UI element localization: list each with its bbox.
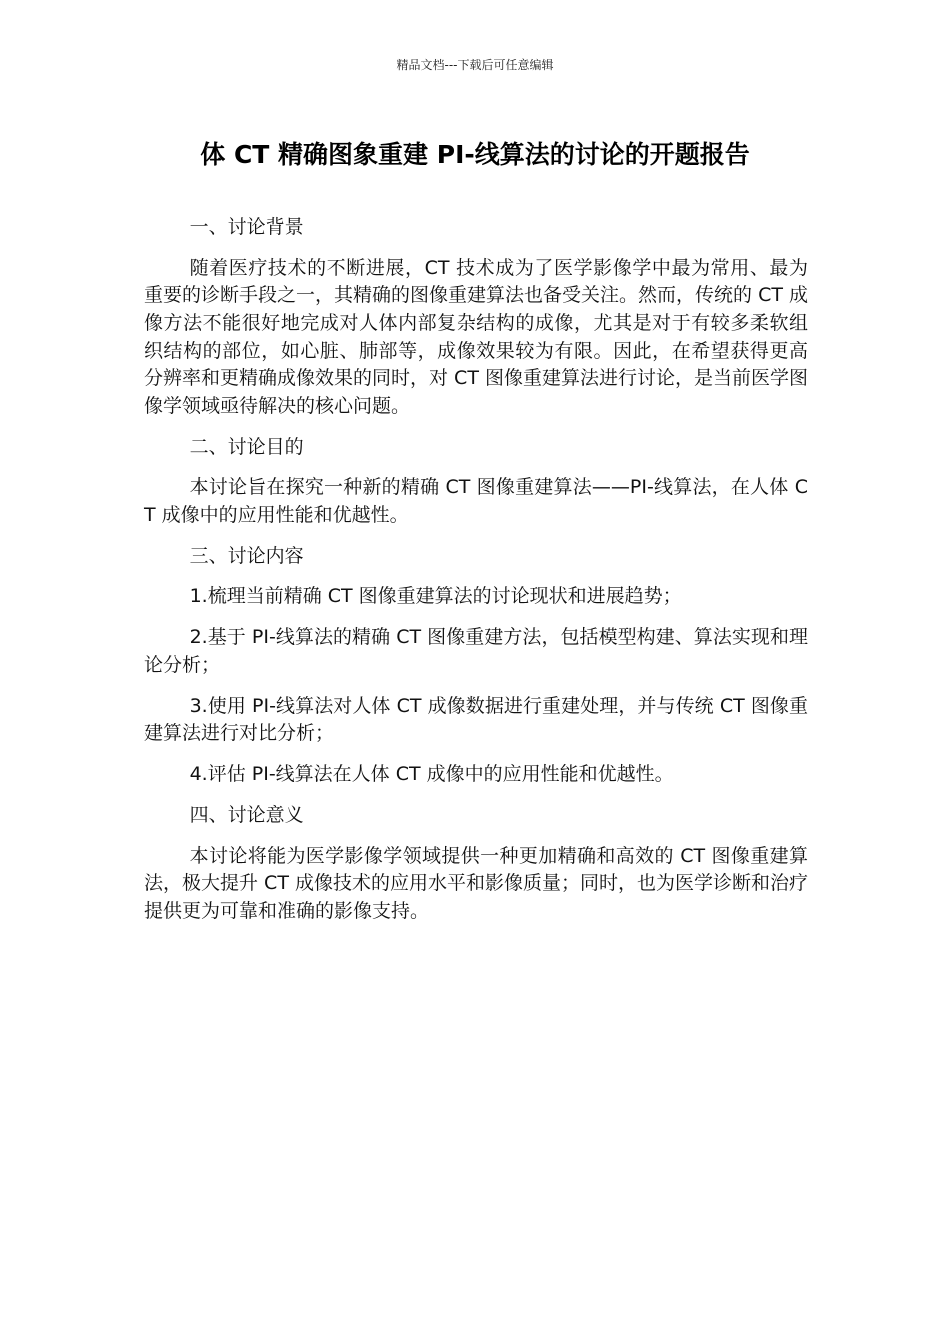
section-heading-purpose: 二、讨论目的	[189, 435, 304, 458]
section-heading-significance: 四、讨论意义	[189, 803, 304, 826]
list-item: 1.梳理当前精确 CT 图像重建算法的讨论现状和进展趋势；	[189, 585, 682, 608]
list-item: 3.使用 PI-线算法对人体 CT 成像数据进行重建处理，并与传统 CT 图像重建算法进行对比分析；	[144, 694, 808, 745]
paragraph-significance: 本讨论将能为医学影像学领域提供一种更加精确和高效的 CT 图像重建算法，极大提升 CT 成像技术的应用水平和影像质量；同时，也为医学诊断和治疗提供更为可靠和准确的影像支持。	[144, 844, 808, 922]
page-header: 精品文档---下载后可任意编辑	[396, 58, 554, 72]
document-title: 体 CT 精确图象重建 PI-线算法的讨论的开题报告	[200, 140, 750, 169]
list-item: 2.基于 PI-线算法的精确 CT 图像重建方法，包括模型构建、算法实现和理论分析；	[144, 626, 808, 676]
paragraph-background: 随着医疗技术的不断进展，CT 技术成为了医学影像学中最为常用、最为重要的诊断手段之一，其精确的图像重建算法也备受关注。然而，传统的 CT 成像方法不能很好地完成对人体内部复杂结构的成像，尤其是对于有较多柔软组织结构的部位，如心脏、肺部等，成像效果较为有限。因此，在希望获得更高分辨率和更精确成像效果的同时，对 CT 图像重建算法进行讨论，是当前医学图像学领域亟待解决的核心问题。	[144, 256, 808, 417]
list-item: 4.评估 PI-线算法在人体 CT 成像中的应用性能和优越性。	[189, 763, 674, 785]
document-body	[144, 214, 808, 939]
section-heading-background: 一、讨论背景	[189, 216, 304, 238]
paragraph-purpose: 本讨论旨在探究一种新的精确 CT 图像重建算法——PI-线算法，在人体 CT 成像中的应用性能和优越性。	[144, 476, 808, 526]
section-heading-content: 三、讨论内容	[189, 544, 304, 567]
